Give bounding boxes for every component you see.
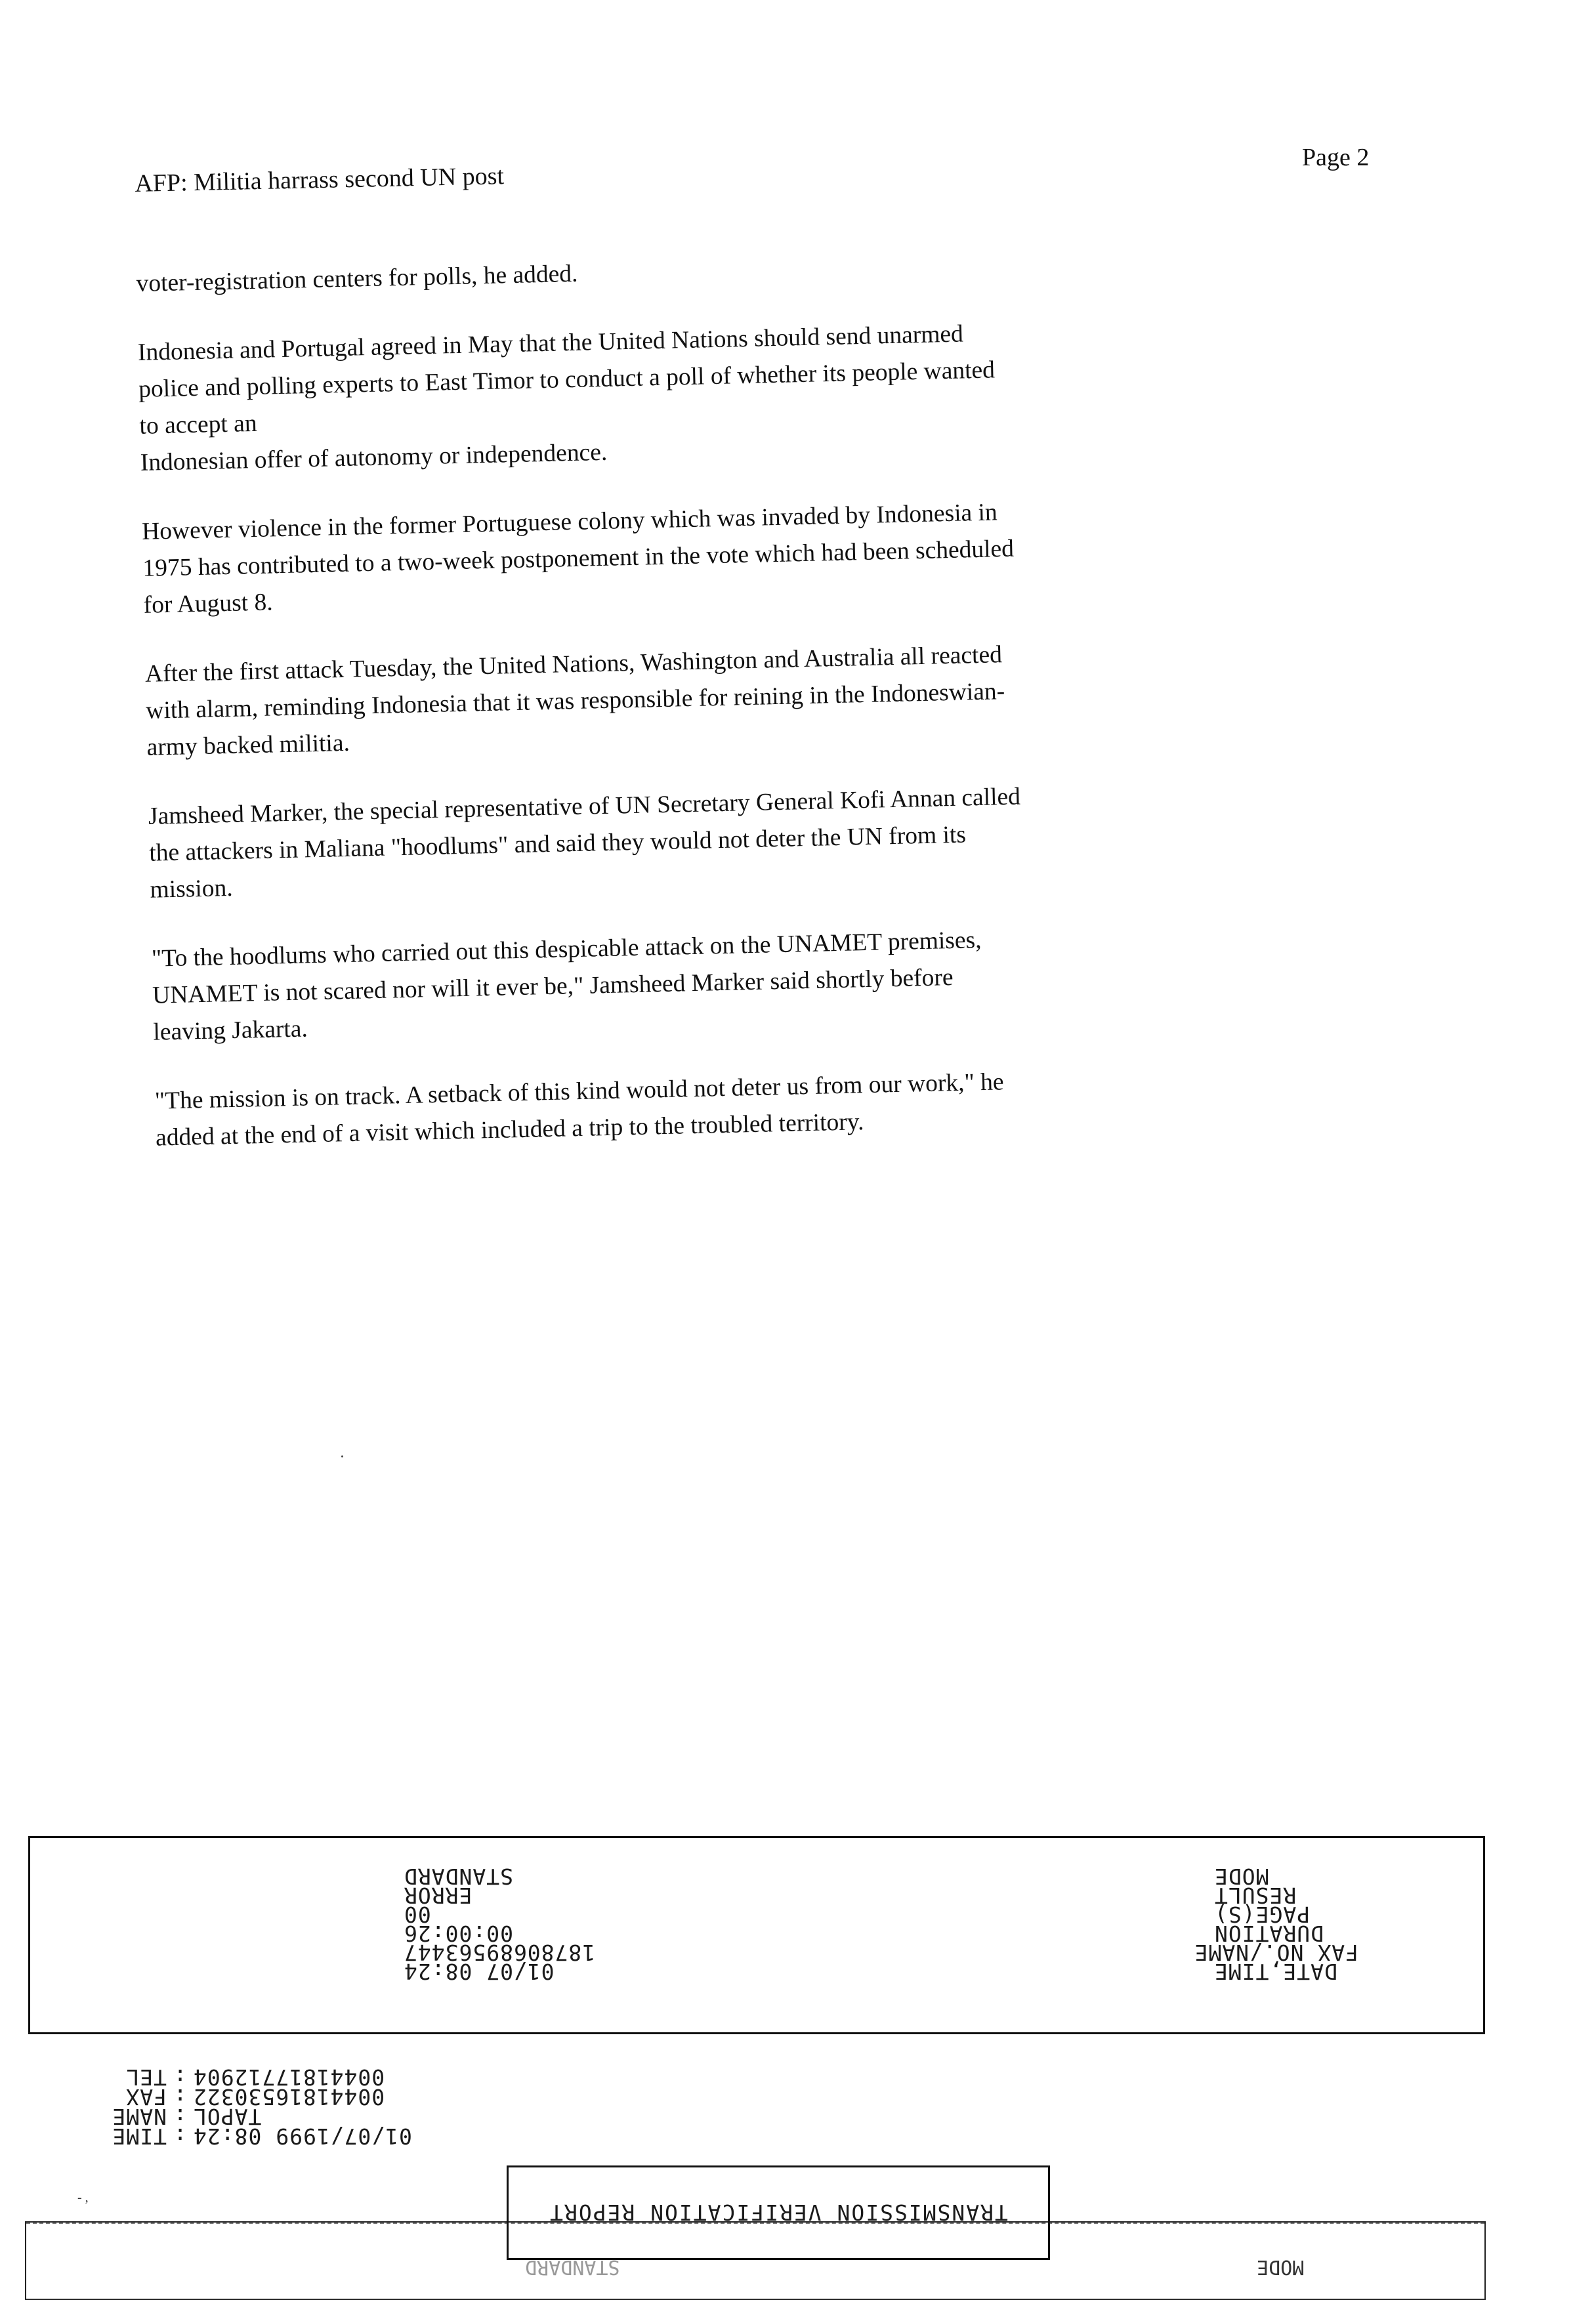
fax-report-values xyxy=(404,1864,666,1984)
scan-mark: - , xyxy=(77,2190,89,2205)
report-value: ERROR xyxy=(404,1883,472,1908)
sender-value: 01/07/1999 08:24 xyxy=(193,2123,412,2149)
document-header: AFP: Militia harrass second UN post xyxy=(135,162,505,198)
report-label: FAX NO./NAME xyxy=(1194,1940,1358,1965)
sender-key: FAX xyxy=(125,2084,167,2110)
fax-report-title: TRANSMISSION VERIFICATION REPORT xyxy=(549,2200,1008,2225)
sender-separator: : xyxy=(173,2123,187,2149)
sender-value: 00441817712904 xyxy=(193,2064,385,2090)
article-paragraph: Indonesia and Portugal agreed in May that the United Nations should send unarmed police and polling experts to East Timor to conduct a poll of whether its people wanted to accept an Indonesian offer of autonomy or independence. xyxy=(137,320,996,476)
fax-sender-info xyxy=(97,2064,455,2149)
article-paragraph: voter-registration centers for polls, he added. xyxy=(136,260,578,297)
sender-value: TAPOL xyxy=(193,2104,262,2129)
article-paragraph: "The mission is on track. A setback of this kind would not deter us from our work," he added at the end of a visit which included a trip to the troubled territory. xyxy=(154,1068,1005,1152)
report-value: 00:00:26 xyxy=(404,1921,513,1946)
sender-row xyxy=(97,2064,455,2090)
report-value: STANDARD xyxy=(404,1864,513,1889)
article-paragraph: However violence in the former Portuguese colony which was invaded by Indonesia in 1975 has contributed to a two-week postponement in the vote which had been scheduled for August 8. xyxy=(141,499,1015,619)
article-paragraph: Jamsheed Marker, the special representative of UN Secretary General Kofi Annan called the attackers in Maliana "hoodlums" and said they would not deter the UN from its mission. xyxy=(148,783,1021,904)
article-paragraph: After the first attack Tuesday, the United Nations, Washington and Australia all reacted with alarm, reminding Indonesia that it was responsible for reining in the Indoneswian-army backed militia. xyxy=(144,641,1005,761)
sender-value: 00441816530322 xyxy=(193,2084,385,2110)
report-label: DURATION xyxy=(1214,1921,1324,1946)
lower-mode-label: MODE xyxy=(1257,2255,1305,2278)
report-label: RESULT xyxy=(1214,1883,1297,1908)
report-label: DATE,TIME xyxy=(1214,1959,1337,1984)
sender-separator: : xyxy=(173,2064,187,2090)
report-label: MODE xyxy=(1214,1864,1269,1889)
scan-speck xyxy=(341,1455,343,1457)
lower-standard-label: STANDARD xyxy=(525,2255,620,2278)
article-body xyxy=(136,246,1030,1189)
report-value: 01/07 08:24 xyxy=(404,1959,555,1984)
report-value: 00 xyxy=(404,1902,431,1927)
sender-separator: : xyxy=(173,2084,187,2110)
article-paragraph: "To the hoodlums who carried out this despicable attack on the UNAMET premises, UNAMET is not scared nor will it ever be," Jamsheed Marker said shortly before leaving Jakarta. xyxy=(151,927,982,1046)
sender-separator: : xyxy=(173,2104,187,2129)
page-number: Page 2 xyxy=(1302,144,1370,171)
sender-key: NAME xyxy=(112,2104,167,2129)
sender-key: TIME xyxy=(112,2123,167,2149)
report-label: PAGE(S) xyxy=(1214,1902,1311,1927)
sender-key: TEL xyxy=(125,2064,167,2090)
fax-report-labels xyxy=(1194,1864,1358,1984)
report-value: 18780689563447 xyxy=(404,1940,596,1965)
